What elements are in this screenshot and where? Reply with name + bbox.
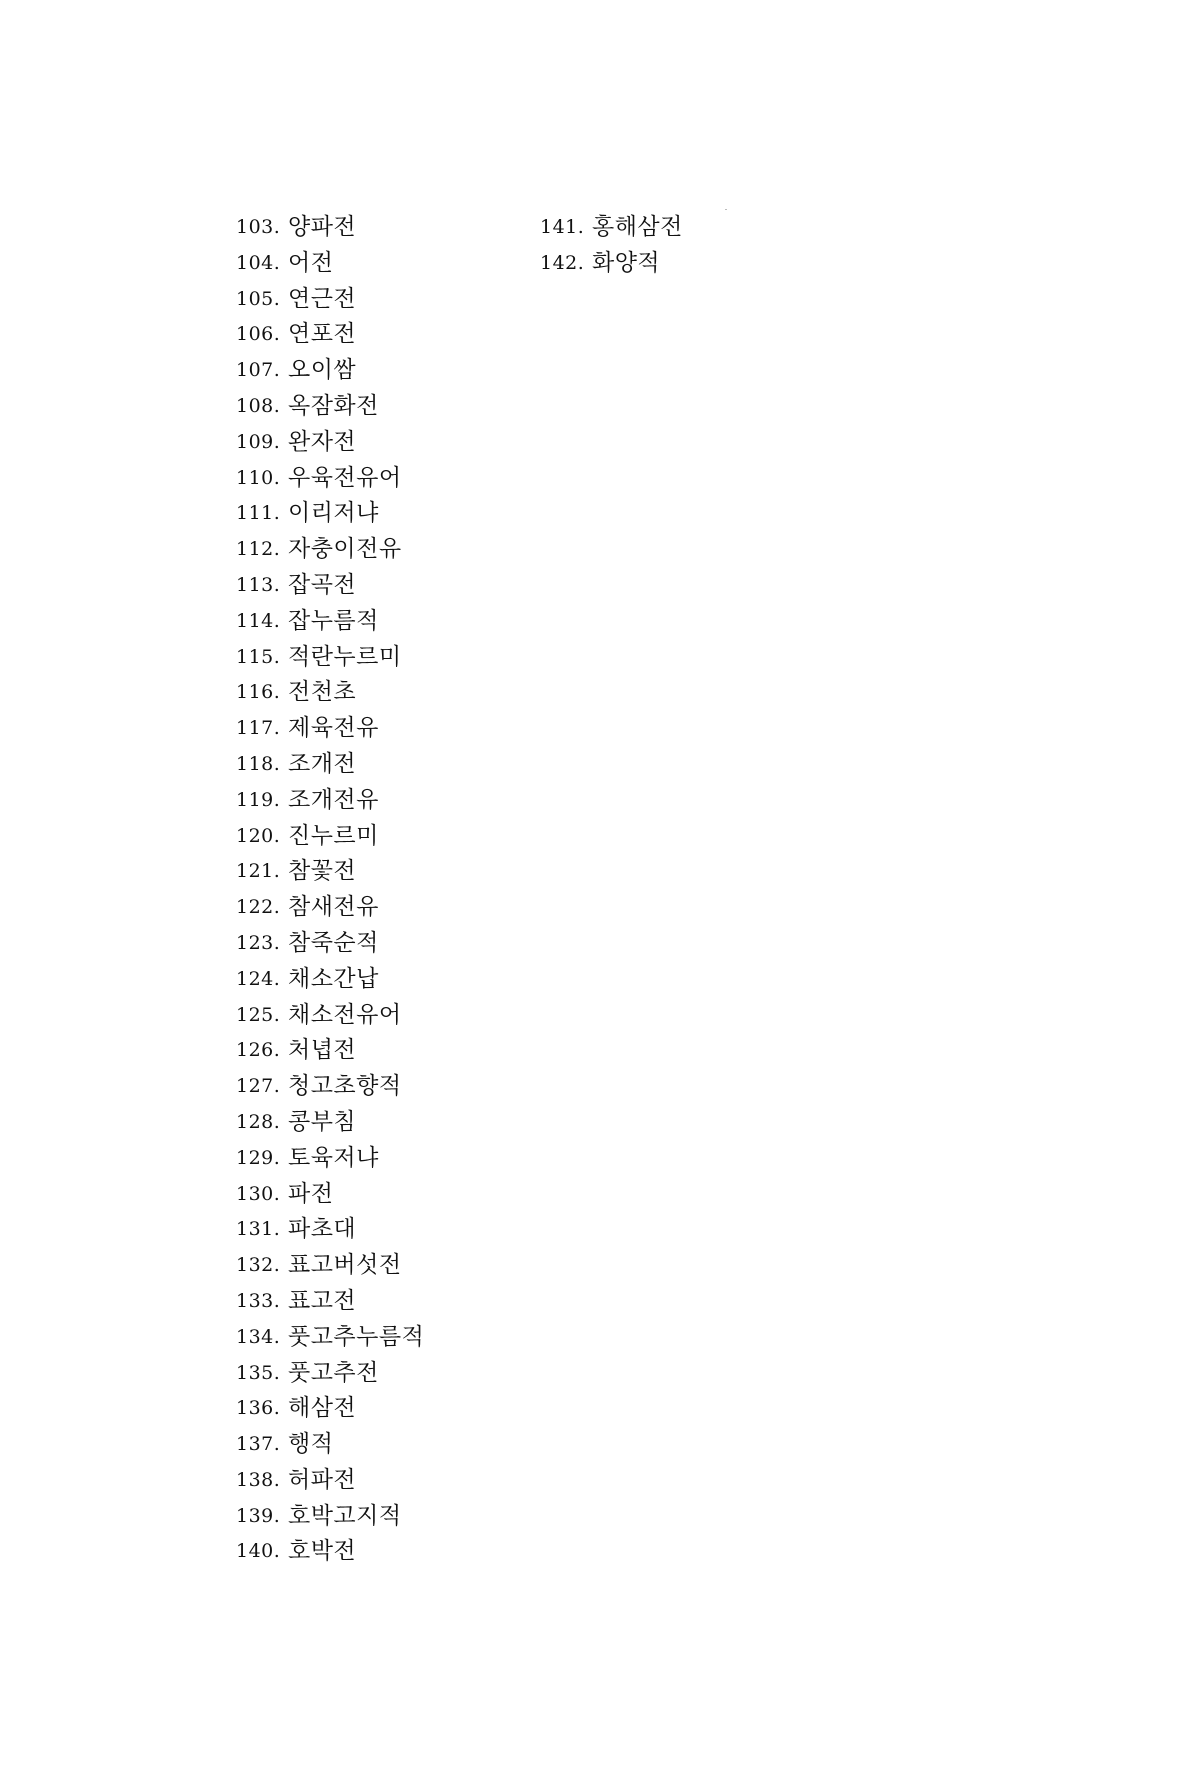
item-number: 136. bbox=[236, 1397, 281, 1420]
item-name: 홍해삼전 bbox=[592, 214, 683, 240]
item-name: 토육저냐 bbox=[288, 1144, 379, 1171]
item-name: 어전 bbox=[288, 249, 334, 276]
list-item bbox=[236, 890, 424, 926]
item-number: 132. bbox=[236, 1254, 281, 1277]
item-number: 127. bbox=[236, 1075, 281, 1098]
item-name: 청고초향적 bbox=[288, 1073, 402, 1100]
list-item bbox=[236, 819, 424, 855]
item-name: 잡누름적 bbox=[288, 607, 379, 634]
item-number: 105. bbox=[236, 287, 281, 310]
list-item bbox=[236, 1141, 424, 1177]
list-item bbox=[236, 1177, 424, 1213]
item-number: 142. bbox=[540, 251, 585, 274]
item-number: 104. bbox=[236, 251, 281, 274]
item-name: 콩부침 bbox=[288, 1108, 357, 1135]
list-item bbox=[236, 496, 424, 532]
item-number: 129. bbox=[236, 1146, 281, 1169]
item-name: 행적 bbox=[288, 1431, 334, 1458]
item-name: 완자전 bbox=[288, 428, 357, 455]
item-number: 117. bbox=[236, 717, 281, 740]
list-item bbox=[236, 532, 424, 568]
list-item bbox=[236, 1105, 424, 1141]
item-number: 118. bbox=[236, 752, 281, 775]
list-item bbox=[236, 675, 424, 711]
list-item bbox=[236, 246, 424, 282]
recipe-list-right-column bbox=[540, 210, 683, 282]
list-item bbox=[236, 1284, 424, 1320]
item-number: 114. bbox=[236, 609, 281, 632]
recipe-list-left-column bbox=[236, 210, 424, 1570]
item-name: 전천초 bbox=[288, 679, 357, 706]
item-name: 표고전 bbox=[288, 1287, 357, 1314]
list-item bbox=[236, 282, 424, 318]
item-name: 연포전 bbox=[288, 321, 357, 348]
item-number: 116. bbox=[236, 681, 281, 704]
item-name: 풋고추전 bbox=[288, 1359, 379, 1386]
item-name: 참새전유 bbox=[288, 894, 379, 921]
item-number: 122. bbox=[236, 896, 281, 919]
item-name: 채소간납 bbox=[288, 965, 379, 992]
list-item bbox=[236, 568, 424, 604]
item-number: 141. bbox=[540, 216, 585, 238]
item-name: 양파전 bbox=[288, 214, 357, 240]
item-name: 표고버섯전 bbox=[288, 1252, 402, 1279]
item-name: 적란누르미 bbox=[288, 643, 402, 670]
list-item bbox=[236, 425, 424, 461]
list-item bbox=[540, 246, 683, 282]
list-item bbox=[236, 783, 424, 819]
list-item bbox=[236, 461, 424, 497]
item-number: 120. bbox=[236, 824, 281, 847]
item-name: 풋고추누름적 bbox=[288, 1323, 425, 1350]
item-name: 파전 bbox=[288, 1180, 334, 1207]
list-item bbox=[236, 711, 424, 747]
item-number: 128. bbox=[236, 1110, 281, 1133]
list-item bbox=[236, 1320, 424, 1356]
item-number: 113. bbox=[236, 573, 281, 596]
item-number: 134. bbox=[236, 1325, 281, 1348]
item-number: 140. bbox=[236, 1540, 281, 1563]
item-number: 121. bbox=[236, 860, 281, 883]
list-item bbox=[236, 1356, 424, 1392]
item-name: 허파전 bbox=[288, 1466, 357, 1493]
item-number: 133. bbox=[236, 1289, 281, 1312]
list-item bbox=[236, 962, 424, 998]
item-name: 호박전 bbox=[288, 1538, 357, 1565]
item-number: 119. bbox=[236, 788, 281, 811]
item-number: 111. bbox=[236, 502, 281, 525]
item-name: 처녑전 bbox=[288, 1037, 357, 1064]
item-number: 139. bbox=[236, 1504, 281, 1527]
item-name: 채소전유어 bbox=[288, 1001, 402, 1028]
item-number: 110. bbox=[236, 466, 281, 489]
list-item bbox=[236, 1248, 424, 1284]
item-number: 125. bbox=[236, 1003, 281, 1026]
item-name: 해삼전 bbox=[288, 1395, 357, 1422]
list-item bbox=[540, 210, 683, 246]
item-number: 109. bbox=[236, 430, 281, 453]
item-number: 131. bbox=[236, 1218, 281, 1241]
item-name: 이리저냐 bbox=[288, 500, 379, 527]
item-name: 제육전유 bbox=[288, 715, 379, 742]
item-number: 135. bbox=[236, 1361, 281, 1384]
item-name: 오이쌈 bbox=[288, 357, 357, 384]
list-item bbox=[236, 1463, 424, 1499]
item-number: 126. bbox=[236, 1039, 281, 1062]
item-name: 옥잠화전 bbox=[288, 392, 379, 419]
list-item bbox=[236, 640, 424, 676]
item-number: 107. bbox=[236, 359, 281, 382]
item-number: 130. bbox=[236, 1182, 281, 1205]
list-item bbox=[236, 389, 424, 425]
list-item bbox=[236, 854, 424, 890]
list-item bbox=[236, 1391, 424, 1427]
list-item bbox=[236, 1534, 424, 1570]
item-name: 파초대 bbox=[288, 1216, 357, 1243]
list-item bbox=[236, 747, 424, 783]
item-number: 115. bbox=[236, 645, 281, 668]
item-name: 참꽃전 bbox=[288, 858, 357, 885]
list-item bbox=[236, 1069, 424, 1105]
item-name: 참죽순적 bbox=[288, 929, 379, 956]
item-name: 호박고지적 bbox=[288, 1502, 402, 1529]
item-number: 137. bbox=[236, 1433, 281, 1456]
item-name: 화양적 bbox=[592, 249, 661, 276]
item-name: 조개전 bbox=[288, 750, 357, 777]
item-number: 103. bbox=[236, 216, 281, 238]
item-number: 124. bbox=[236, 967, 281, 990]
item-name: 잡곡전 bbox=[288, 571, 357, 598]
list-item bbox=[236, 1212, 424, 1248]
list-item bbox=[236, 317, 424, 353]
scan-speck bbox=[725, 209, 727, 210]
list-item bbox=[236, 604, 424, 640]
item-name: 진누르미 bbox=[288, 822, 379, 849]
item-number: 108. bbox=[236, 394, 281, 417]
item-number: 106. bbox=[236, 323, 281, 346]
list-item bbox=[236, 998, 424, 1034]
item-number: 138. bbox=[236, 1468, 281, 1491]
list-item bbox=[236, 1033, 424, 1069]
item-name: 연근전 bbox=[288, 285, 357, 312]
list-item bbox=[236, 1499, 424, 1535]
item-name: 조개전유 bbox=[288, 786, 379, 813]
item-name: 자충이전유 bbox=[288, 536, 402, 563]
list-item bbox=[236, 210, 424, 246]
list-item bbox=[236, 926, 424, 962]
item-name: 우육전유어 bbox=[288, 464, 402, 491]
list-item bbox=[236, 353, 424, 389]
item-number: 112. bbox=[236, 538, 281, 561]
list-item bbox=[236, 1427, 424, 1463]
item-number: 123. bbox=[236, 931, 281, 954]
